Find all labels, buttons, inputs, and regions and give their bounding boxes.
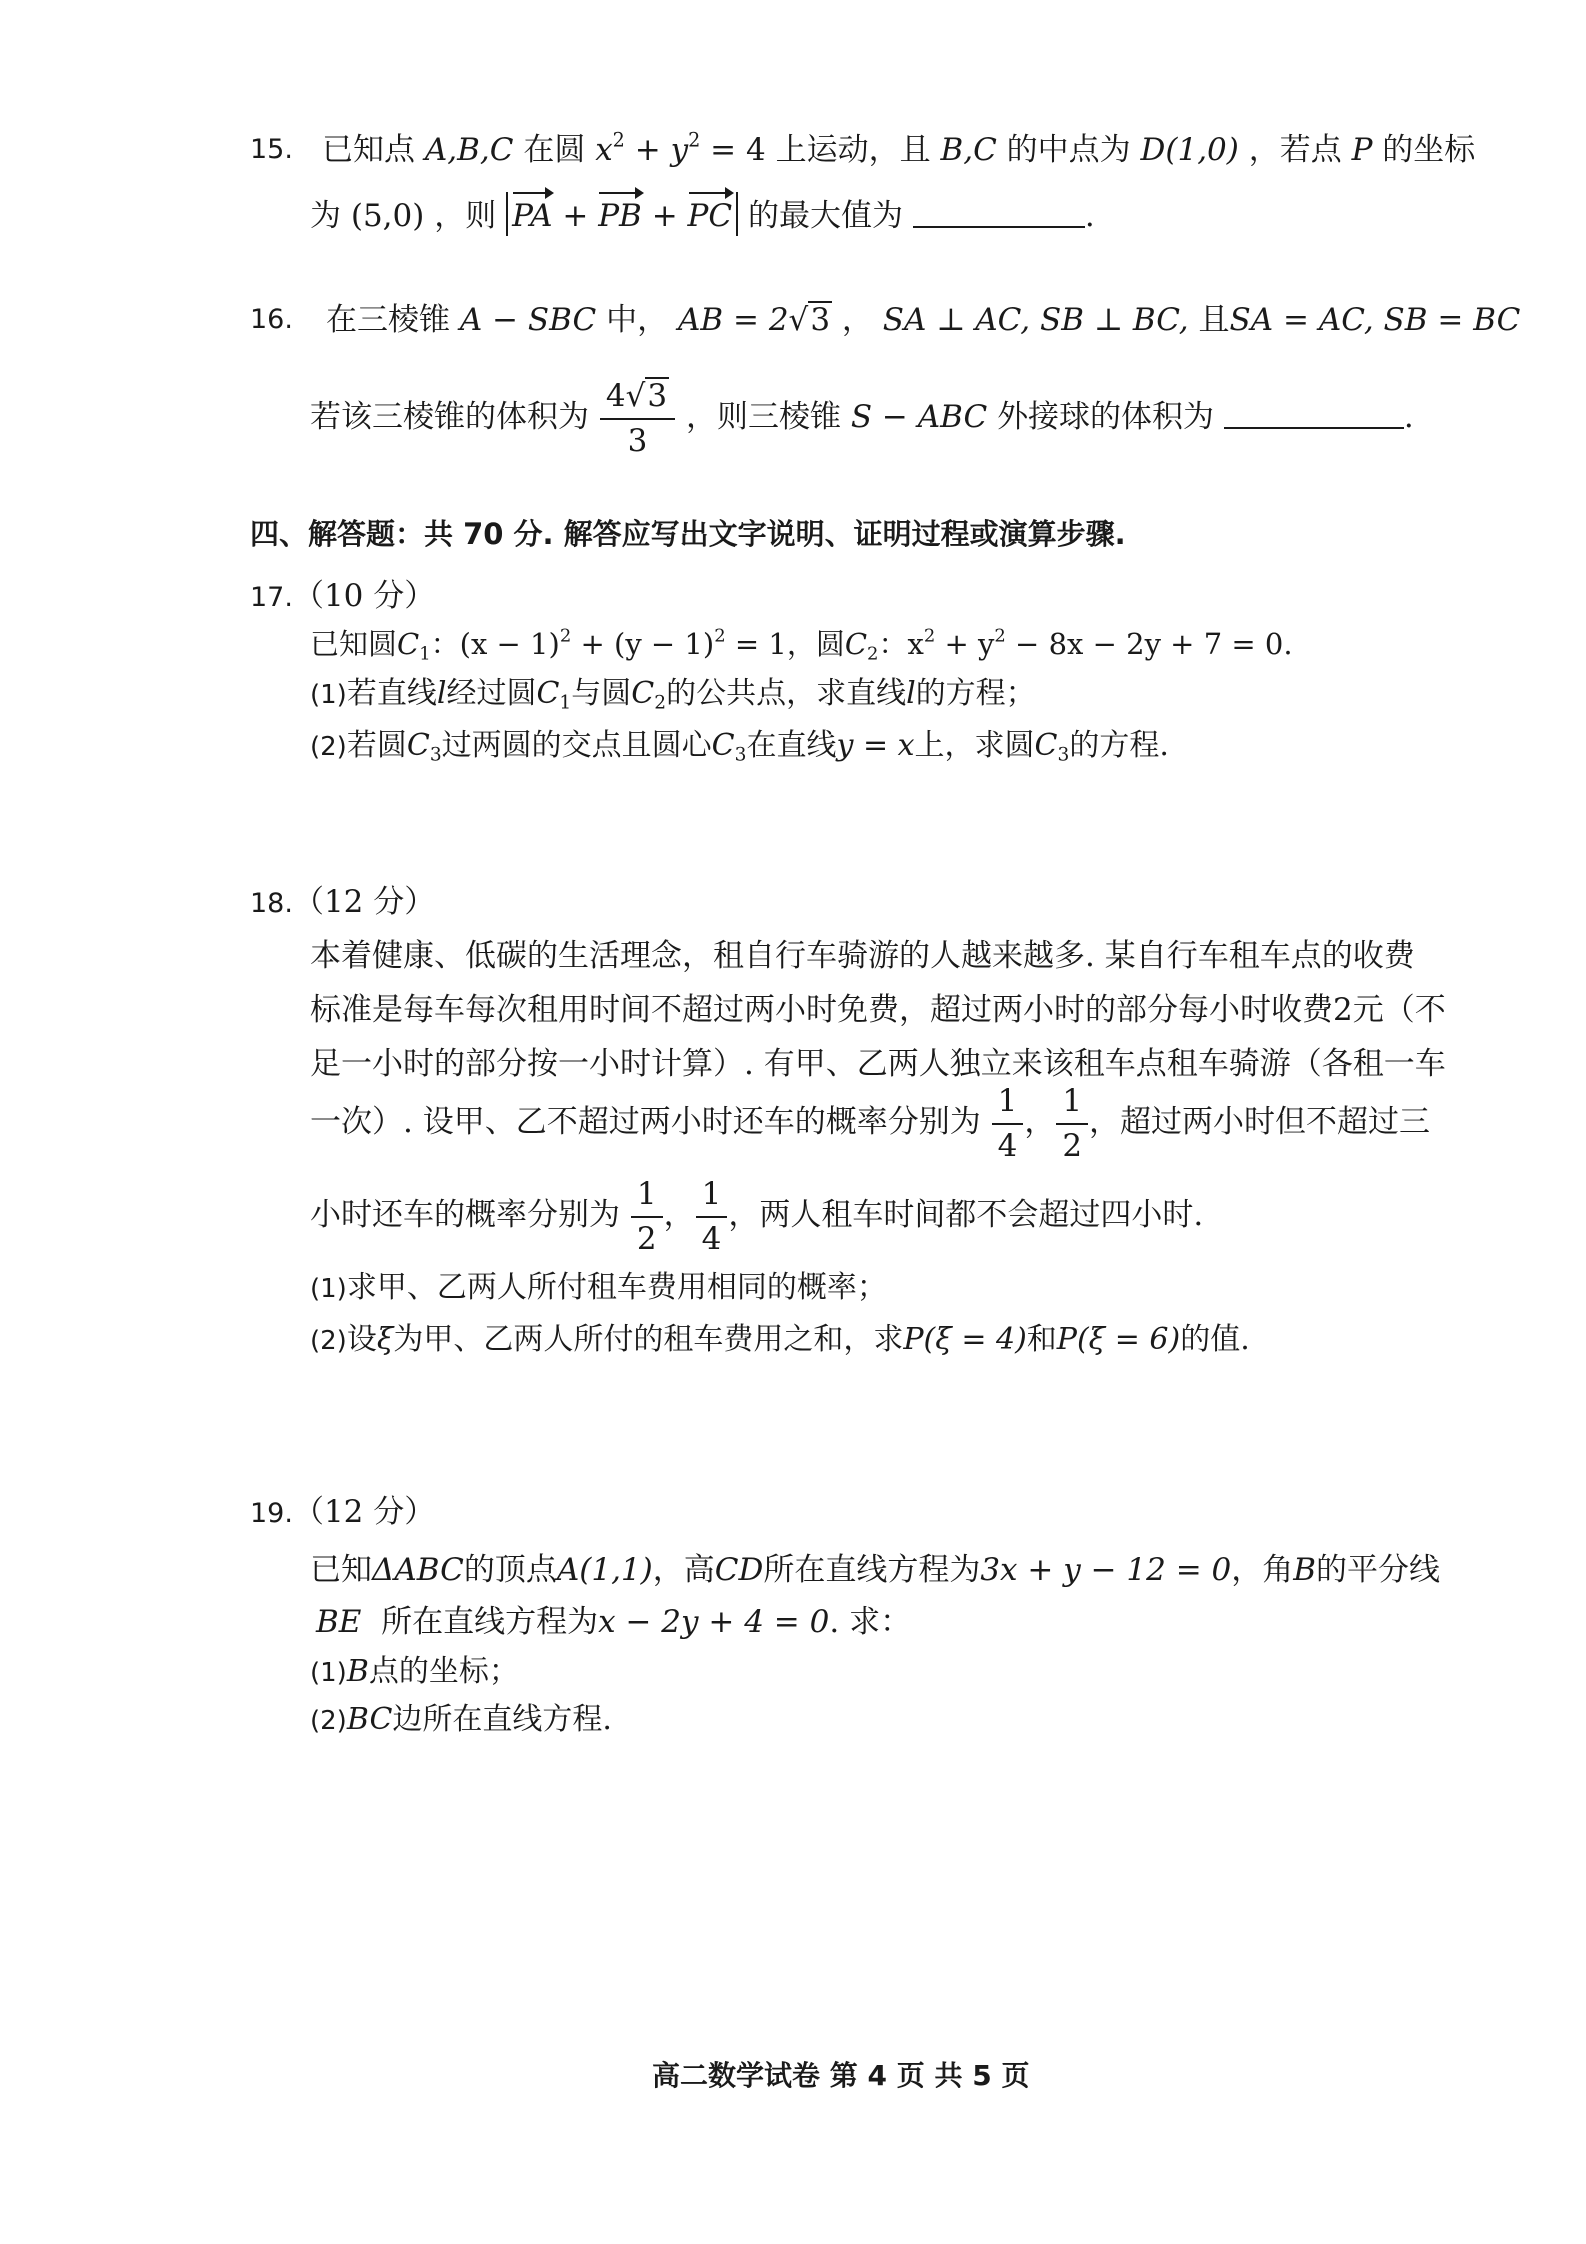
text: 为甲、乙两人所付的租车费用之和，求: [393, 1322, 904, 1357]
math-eq: + (y − 1): [571, 627, 715, 661]
text: ，: [1024, 1104, 1056, 1140]
text: 边所在直线方程.: [392, 1702, 612, 1737]
question-number: 15.: [250, 134, 293, 165]
question-17-header: [250, 574, 435, 620]
math-var: C: [844, 627, 868, 661]
math-expr: P(ξ = 4): [903, 1322, 1027, 1357]
question-points: （12 分）: [292, 1494, 436, 1530]
text: 在圆: [523, 132, 586, 168]
question-18-para-line-4: [310, 1072, 1430, 1172]
math-seg: BC: [346, 1702, 393, 1737]
math-sub: 2: [867, 643, 879, 665]
text: 的值.: [1180, 1322, 1250, 1357]
question-18-part-1: [310, 1266, 887, 1311]
text: 的坐标: [1382, 132, 1476, 168]
question-18-para-line-2: 标准是每车每次租用时间不超过两小时免费，超过两小时的部分每小时收费2元（不: [310, 992, 1446, 1028]
question-18-para-line-3: 足一小时的部分按一小时计算）. 有甲、乙两人独立来该租车点租车骑游（各租一车: [310, 1046, 1446, 1082]
sub-number: (2): [310, 1326, 347, 1356]
math-var: C: [536, 676, 560, 711]
math-op: +: [651, 198, 678, 234]
text: .: [1084, 198, 1095, 234]
text: ，角: [1231, 1552, 1294, 1588]
question-19-part-1: [310, 1650, 519, 1695]
math-eq: + y: [935, 627, 995, 661]
text: 已知点: [322, 132, 415, 168]
text: 的公共点，求直线: [666, 676, 907, 711]
math-expr: P(ξ = 6): [1056, 1322, 1181, 1357]
text: ，圆: [786, 627, 845, 661]
fraction: [634, 1175, 660, 1259]
question-18-para-line-1: 本着健康、低碳的生活理念，租自行车骑游的人越来越多. 某自行车租车点的收费: [310, 938, 1415, 974]
sub-number: (1): [310, 680, 347, 710]
text: 一次）. 设甲、乙不超过两小时还车的概率分别为: [310, 1104, 981, 1140]
math-sub: 3: [734, 744, 747, 766]
answer-blank: [913, 198, 1085, 228]
math-condition: SA ⊥ AC, SB ⊥ BC,: [882, 302, 1189, 338]
question-number: 18.: [250, 888, 293, 919]
math-sub: 3: [429, 744, 442, 766]
question-number: 17.: [250, 582, 293, 613]
volume-fraction: $\frac{4√3}{3}$: [603, 377, 672, 461]
text: 且: [1198, 302, 1230, 338]
math-sub: 1: [559, 692, 572, 714]
math-eq: AB = 2: [677, 302, 789, 338]
math-var: C: [406, 728, 430, 763]
frac-coef: 4: [605, 377, 626, 414]
question-16-line-1: 在三棱锥 A − SBC 中， AB = 2√3 ， SA ⊥ AC, SB ⊥ BC, 且SA = AC, SB = BC: [326, 302, 1521, 338]
math-var: C: [631, 676, 655, 711]
answer-blank: [1224, 399, 1404, 429]
math-var: B: [1293, 1552, 1317, 1588]
text: 若该三棱锥的体积为: [310, 399, 589, 435]
math-points: B,C: [940, 132, 997, 168]
text: ，高: [652, 1552, 715, 1588]
vector-pa: PA: [512, 192, 552, 236]
text: 与圆: [571, 676, 632, 711]
math-points: A,B,C: [424, 132, 514, 168]
text: 求甲、乙两人所付租车费用相同的概率；: [346, 1270, 887, 1305]
question-17-given: 已知圆$C_1$：$(x - 1)^2 + (y - 1)^2 = 1$，圆$C_2$：$x^2 + y^2 - 8x - 2y + 7 = 0$.: [310, 625, 1293, 665]
text: 过两圆的交点且圆心: [441, 728, 712, 763]
question-number: 19.: [250, 1498, 293, 1529]
text: 中，: [606, 302, 669, 338]
text: ，两人租车时间都不会超过四小时.: [728, 1197, 1204, 1233]
math-seg: CD: [714, 1552, 764, 1588]
text: 上，求圆: [914, 728, 1035, 763]
frac-den: 4: [992, 1123, 1024, 1166]
section-heading: 四、解答题：共 70 分. 解答应写出文字说明、证明过程或演算步骤.: [250, 517, 1126, 551]
text: 小时还车的概率分别为: [310, 1197, 620, 1233]
math-var: B: [346, 1654, 369, 1689]
math-var: l: [436, 676, 447, 711]
question-points: （10 分）: [292, 578, 436, 614]
text: ，: [841, 302, 873, 338]
question-18-header: [250, 880, 435, 926]
text: 的方程；: [915, 676, 1036, 711]
text: 经过圆: [446, 676, 537, 711]
math-sub: 3: [1057, 744, 1070, 766]
question-18-para-line-5: [310, 1165, 1203, 1265]
frac-den: 4: [696, 1216, 728, 1259]
frac-radicand: 3: [647, 377, 668, 414]
question-17-part-2: [310, 724, 1169, 769]
math-eq: y = x: [836, 728, 915, 763]
frac-num: 1: [1062, 1082, 1083, 1119]
math-eq: 3x + y − 12 = 0: [980, 1552, 1232, 1588]
vector-sum-magnitude: [506, 192, 738, 236]
math-pyramid: A − SBC: [459, 302, 597, 338]
math-eq: − 8x − 2y + 7 = 0.: [1005, 627, 1293, 661]
math-op: +: [624, 132, 671, 168]
math-sub: 1: [419, 643, 431, 665]
text: 外接球的体积为: [997, 399, 1215, 435]
question-16-line-2: [310, 362, 1414, 472]
text: 已知圆: [310, 627, 398, 661]
frac-den: 3: [600, 418, 675, 461]
question-19-line-1: [310, 1548, 1440, 1592]
math-point: A(1,1): [556, 1552, 653, 1588]
math-eq: ：x: [878, 627, 924, 661]
math-condition: SA = AC, SB = BC: [1229, 302, 1521, 338]
sub-number: (1): [310, 1274, 347, 1304]
text: 所在直线方程为: [381, 1604, 599, 1640]
text: 和: [1026, 1322, 1057, 1357]
math-seg: BE: [316, 1604, 362, 1640]
text: 在直线: [746, 728, 837, 763]
math-op: +: [562, 198, 589, 234]
math-var: C: [1034, 728, 1058, 763]
math-var: l: [906, 676, 916, 711]
text: 点的坐标；: [368, 1654, 519, 1689]
math-var: ξ: [376, 1322, 394, 1357]
text: 在三棱锥: [326, 302, 450, 338]
math-eq: = 1: [725, 627, 787, 661]
text: 的平分线: [1316, 1552, 1441, 1588]
text: 为: [310, 198, 341, 234]
text: 的最大值为: [747, 198, 903, 234]
fraction: [1059, 1082, 1085, 1166]
question-19-header: [250, 1490, 435, 1536]
sub-number: (2): [310, 1706, 347, 1736]
math-point: D(1,0): [1140, 132, 1239, 168]
frac-num: 1: [997, 1082, 1018, 1119]
vector-pc: PC: [688, 192, 733, 236]
frac-den: 2: [1056, 1123, 1088, 1166]
sub-number: (1): [310, 1658, 347, 1688]
math-point: (5,0): [350, 198, 425, 234]
text: ，则: [434, 198, 497, 234]
text: ，超过两小时但不超过三: [1089, 1104, 1431, 1140]
sub-number: (2): [310, 732, 347, 762]
text: 的顶点: [463, 1552, 557, 1588]
math-eq: x − 2y + 4 = 0: [598, 1604, 830, 1640]
question-15-line-2: [310, 192, 1095, 238]
text: 若直线: [346, 676, 437, 711]
text: .: [1403, 399, 1414, 435]
page-footer: 高二数学试卷 第 4 页 共 5 页: [652, 2059, 1030, 2092]
vector-pb: PB: [598, 192, 642, 236]
question-19-line-2: [316, 1600, 911, 1644]
math-var: y: [670, 132, 689, 168]
text: 所在直线方程为: [763, 1552, 981, 1588]
fraction: [995, 1082, 1021, 1166]
text: 上运动，且: [775, 132, 931, 168]
text: 已知: [310, 1552, 372, 1588]
math-var: x: [595, 132, 613, 168]
question-15-line-1: 已知点 A,B,C 在圆 $x^2 + y^2 = 4$ 上运动，且 B,C 的中点为 D(1,0) ，若点 P 的坐标: [322, 128, 1476, 168]
text: ，若点: [1248, 132, 1342, 168]
question-17-part-1: [310, 672, 1036, 717]
fraction: [699, 1175, 725, 1259]
frac-den: 2: [631, 1216, 663, 1259]
math-sub: 2: [654, 692, 667, 714]
math-var: C: [397, 627, 420, 661]
text: ，: [663, 1197, 695, 1233]
math-pyramid: S − ABC: [850, 399, 988, 435]
text: 的中点为: [1006, 132, 1131, 168]
math-triangle: ΔABC: [372, 1552, 464, 1588]
text: . 求：: [829, 1604, 912, 1640]
math-op: = 4: [700, 132, 766, 168]
question-19-part-2: [310, 1698, 612, 1743]
frac-num: 1: [701, 1175, 722, 1212]
text: 的方程.: [1069, 728, 1169, 763]
math-var: C: [711, 728, 735, 763]
question-points: （12 分）: [292, 884, 436, 920]
math-var: P: [1351, 132, 1373, 168]
text: 若圆: [346, 728, 407, 763]
question-18-part-2: [310, 1318, 1250, 1363]
frac-num: 1: [636, 1175, 657, 1212]
text: ，则三棱锥: [685, 399, 841, 435]
text: 设: [346, 1322, 377, 1357]
question-number: 16.: [250, 304, 293, 335]
math-eq: ：(x − 1): [430, 627, 560, 661]
math-radicand: 3: [810, 302, 831, 338]
